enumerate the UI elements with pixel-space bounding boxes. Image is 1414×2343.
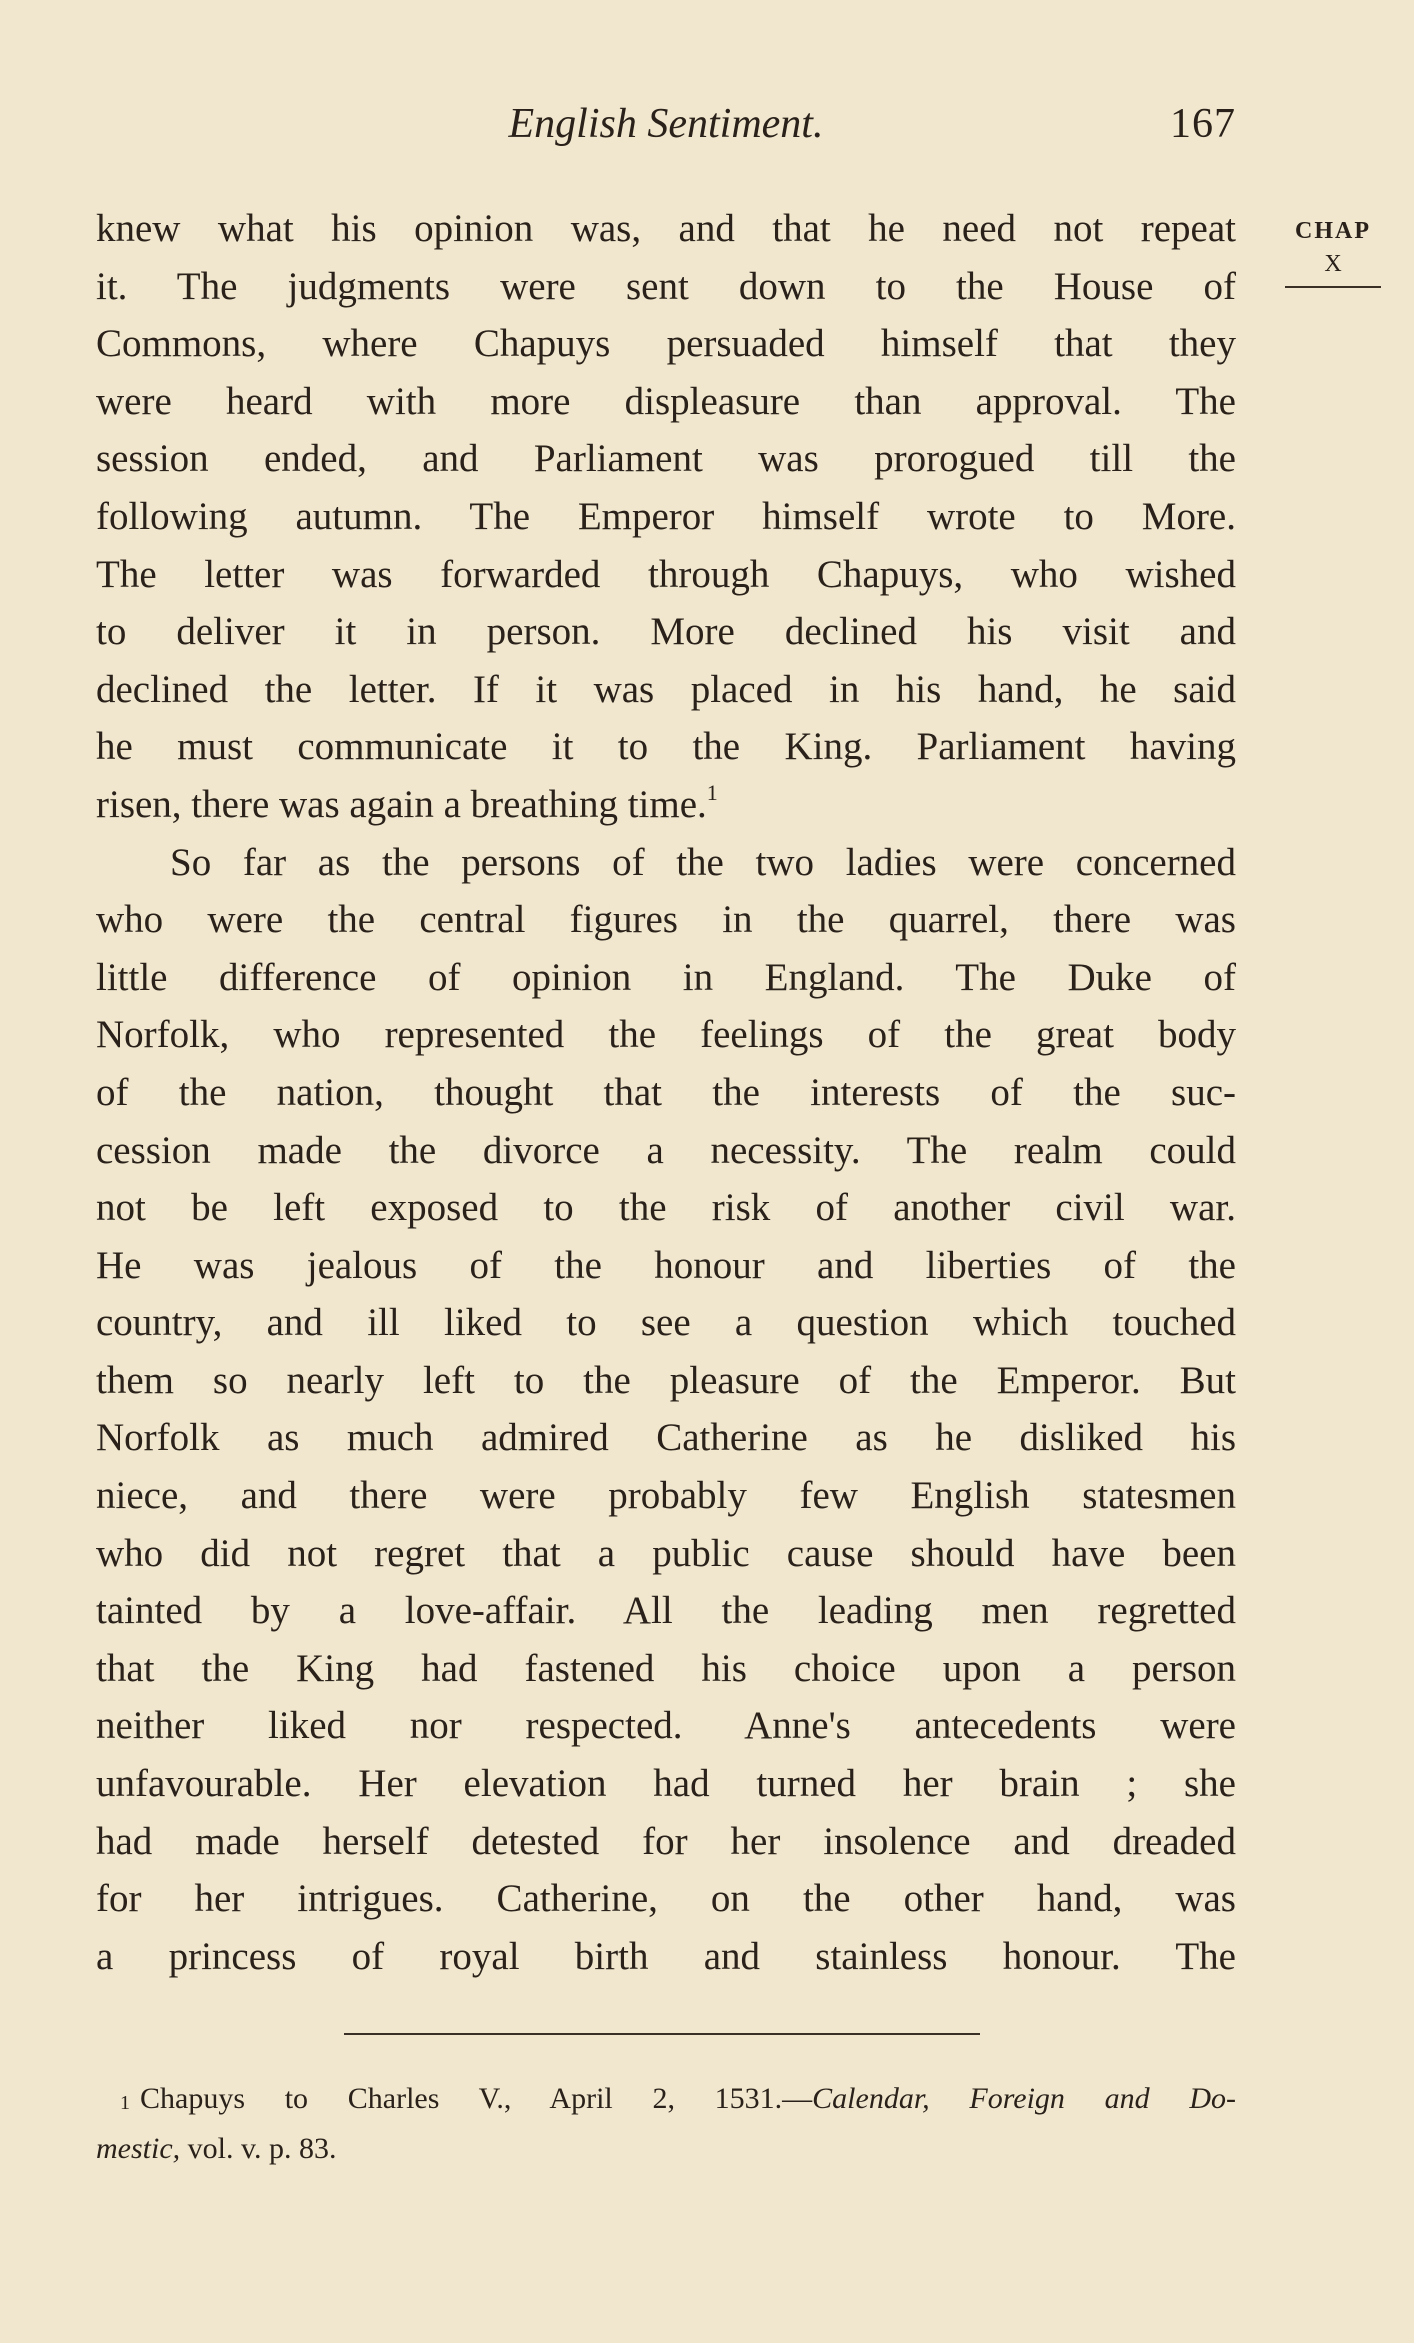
text-line: Commons, where Chapuys persuaded himself that they <box>96 322 1236 366</box>
text-line: to deliver it in person. More declined his visit and <box>96 610 1236 654</box>
page-number: 167 <box>1170 101 1236 147</box>
text-line: who were the central figures in the quarrel, there was <box>96 898 1236 942</box>
text-line: not be left exposed to the risk of another civil war. <box>96 1186 1236 1230</box>
text-line: Norfolk as much admired Catherine as he disliked his <box>96 1416 1236 1460</box>
text-line: who did not regret that a public cause should have been <box>96 1531 1236 1575</box>
text-line: Norfolk, who represented the feelings of the great body <box>96 1013 1236 1057</box>
text-line: country, and ill liked to see a question which touched <box>96 1301 1236 1345</box>
running-head <box>96 100 1236 160</box>
text-line: declined the letter. If it was placed in his hand, he said <box>96 667 1236 711</box>
text-line: had made herself detested for her insolence and dreaded <box>96 1819 1236 1863</box>
text-line: for her intrigues. Catherine, on the other hand, was <box>96 1877 1236 1921</box>
text-line: them so nearly left to the pleasure of the Emperor. But <box>96 1358 1236 1402</box>
text-line: niece, and there were probably few English statesmen <box>96 1474 1236 1518</box>
text-line: were heard with more displeasure than approval. The <box>96 379 1236 423</box>
footnote <box>96 2074 1236 2174</box>
text-line: The letter was forwarded through Chapuys, who wished <box>96 552 1236 596</box>
footnote-reference: 1 <box>706 779 718 805</box>
chapter-label: CHAP <box>1295 218 1371 244</box>
text-line: unfavourable. Her elevation had turned her brain ; she <box>96 1762 1236 1806</box>
text-line: He was jealous of the honour and liberties of the <box>96 1243 1236 1287</box>
text-line-with-footnote-ref <box>96 776 1236 834</box>
text-line: tainted by a love-affair. All the leading men regretted <box>96 1589 1236 1633</box>
text-line: of the nation, thought that the interests of the suc- <box>96 1070 1236 1114</box>
text-line: it. The judgments were sent down to the House of <box>96 264 1236 308</box>
footnote-rule <box>344 2033 980 2035</box>
chapter-number: X <box>1285 251 1381 288</box>
text-line: risen, there was again a breathing time. <box>96 782 707 826</box>
chapter-side-note <box>1285 218 1381 288</box>
footnote-citation: vol. v. p. 83. <box>180 2132 337 2165</box>
footnote-marker: 1 <box>120 2092 130 2114</box>
running-head-title: English Sentiment. <box>508 101 824 147</box>
body-text <box>96 200 1236 1985</box>
text-line: he must communicate it to the King. Parliament having <box>96 725 1236 769</box>
paragraph-first-line: So far as the persons of the two ladies were concerned <box>170 840 1236 884</box>
footnote-line <box>96 2074 1236 2124</box>
footnote-source-title: Calendar, Foreign and Do- <box>812 2082 1237 2115</box>
text-line: session ended, and Parliament was prorogued till the <box>96 437 1236 481</box>
text-line: that the King had fastened his choice upon a person <box>96 1646 1236 1690</box>
text-line: knew what his opinion was, and that he need not repeat <box>96 207 1236 250</box>
text-line: cession made the divorce a necessity. The realm could <box>96 1128 1236 1172</box>
text-line: following autumn. The Emperor himself wrote to More. <box>96 494 1236 538</box>
footnote-line <box>96 2124 1236 2174</box>
footnote-source-title-cont: mestic, <box>96 2132 181 2165</box>
footnote-text: Chapuys to Charles V., April 2, 1531.— <box>140 2082 813 2115</box>
text-line: neither liked nor respected. Anne's antecedents were <box>96 1704 1236 1748</box>
text-line: a princess of royal birth and stainless honour. The <box>96 1934 1236 1978</box>
text-line: little difference of opinion in England. The Duke of <box>96 955 1236 999</box>
